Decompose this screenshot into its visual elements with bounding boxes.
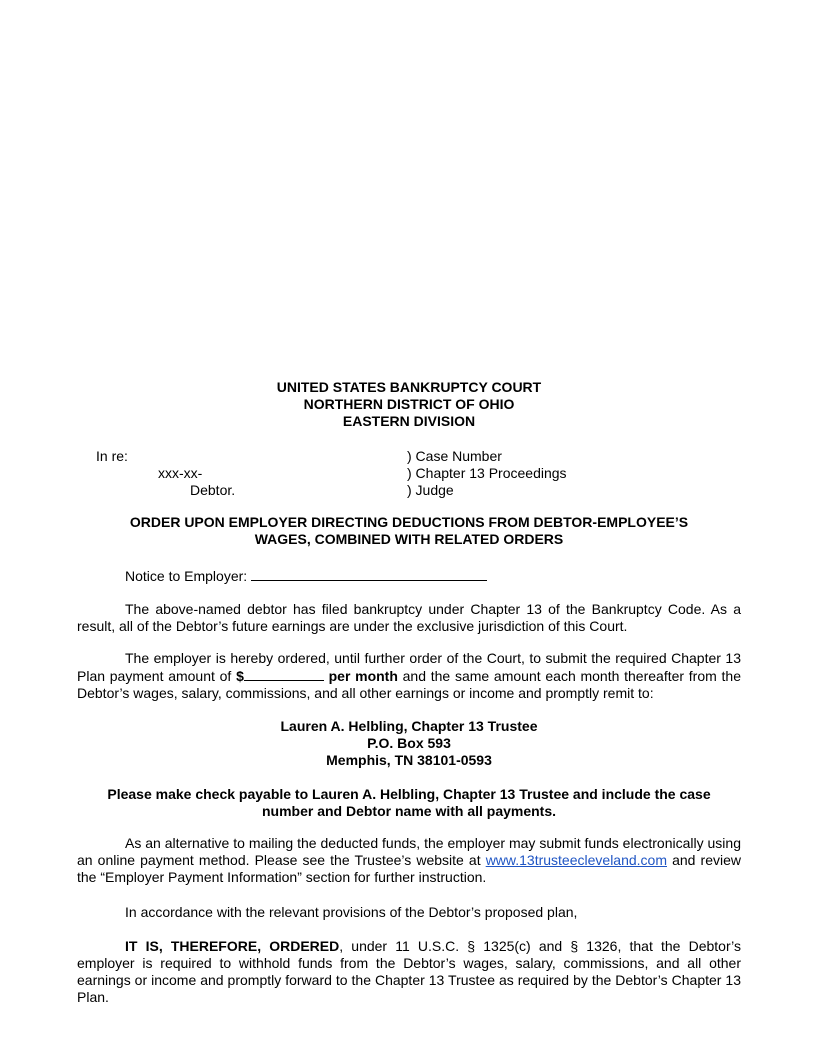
paragraph-jurisdiction: The above-named debtor has filed bankruptcy under Chapter 13 of the Bankruptcy Code. As a result, all of the Debtor’s future earnings are under the exclusive jurisdiction of this Court. <box>77 601 741 634</box>
check-note-line1: Please make check payable to Lauren A. Helbling, Chapter 13 Trustee and include the case <box>107 786 711 802</box>
electronic-text: As an alternative to mailing the deducted funds, the employer may submit funds electronically using an online payment method. Please see the Trustee’s website at <box>77 835 741 868</box>
court-division: EASTERN DIVISION <box>342 413 476 429</box>
paragraph-electronic-payment <box>77 835 741 886</box>
chapter-label: ) Chapter 13 Proceedings <box>407 465 567 481</box>
check-payable-note <box>77 786 741 820</box>
order-title-line2: WAGES, COMBINED WITH RELATED ORDERS <box>254 531 564 547</box>
court-district: NORTHERN DISTRICT OF OHIO <box>303 396 515 412</box>
paragraph-payment-order <box>77 650 741 702</box>
court-name: UNITED STATES BANKRUPTCY COURT <box>276 379 542 395</box>
debtor-ssn: xxx-xx- <box>158 465 203 481</box>
in-re-label: In re: <box>96 448 128 464</box>
notice-label: Notice to Employer: <box>125 568 248 584</box>
dollar-sign: $ <box>236 668 244 684</box>
paragraph-ordered <box>77 938 741 1006</box>
ordered-heading: IT IS, THEREFORE, ORDERED <box>125 938 340 954</box>
order-title <box>77 514 741 548</box>
order-title-line1: ORDER UPON EMPLOYER DIRECTING DEDUCTIONS FROM DEBTOR-EMPLOYEE’S <box>129 514 689 530</box>
trustee-address <box>77 718 741 769</box>
paragraph-accordance: In accordance with the relevant provisions of the Debtor’s proposed plan, <box>125 904 578 920</box>
payment-text: The employer is hereby ordered, until further order of the Court, to submit the required Chapter 13 Plan payment amount of <box>77 650 741 684</box>
trustee-po-box: P.O. Box 593 <box>367 735 451 751</box>
payment-text-cont: and the same amount each month thereafter from the Debtor’s wages, salary, commissions, and all other earnings or income and promptly remit to: <box>77 668 741 701</box>
trustee-name: Lauren A. Helbling, Chapter 13 Trustee <box>280 718 538 734</box>
case-caption <box>96 448 696 499</box>
notice-to-employer <box>77 567 741 585</box>
trustee-website-link[interactable]: www.13trusteecleveland.com <box>485 852 667 868</box>
payment-amount-field[interactable] <box>244 667 324 681</box>
electronic-text-cont: and review the “Employer Payment Information” section for further instruction. <box>77 852 741 885</box>
employer-name-field[interactable] <box>251 567 487 581</box>
per-month-label: per month <box>323 668 398 684</box>
judge-label: ) Judge <box>407 482 454 498</box>
trustee-city: Memphis, TN 38101-0593 <box>326 752 492 768</box>
case-number-label: ) Case Number <box>407 448 502 464</box>
check-note-line2: number and Debtor name with all payments. <box>261 803 557 819</box>
ordered-text: , under 11 U.S.C. § 1325(c) and § 1326, that the Debtor’s employer is required to withhold funds from the Debtor’s wages, salary, commissions, and all other earnings or income and promptly forward to the Chapter 13 Trustee as required by the Debtor’s Chapter 13 Plan. <box>77 938 741 1005</box>
court-heading <box>77 379 741 430</box>
debtor-label: Debtor. <box>190 482 236 498</box>
